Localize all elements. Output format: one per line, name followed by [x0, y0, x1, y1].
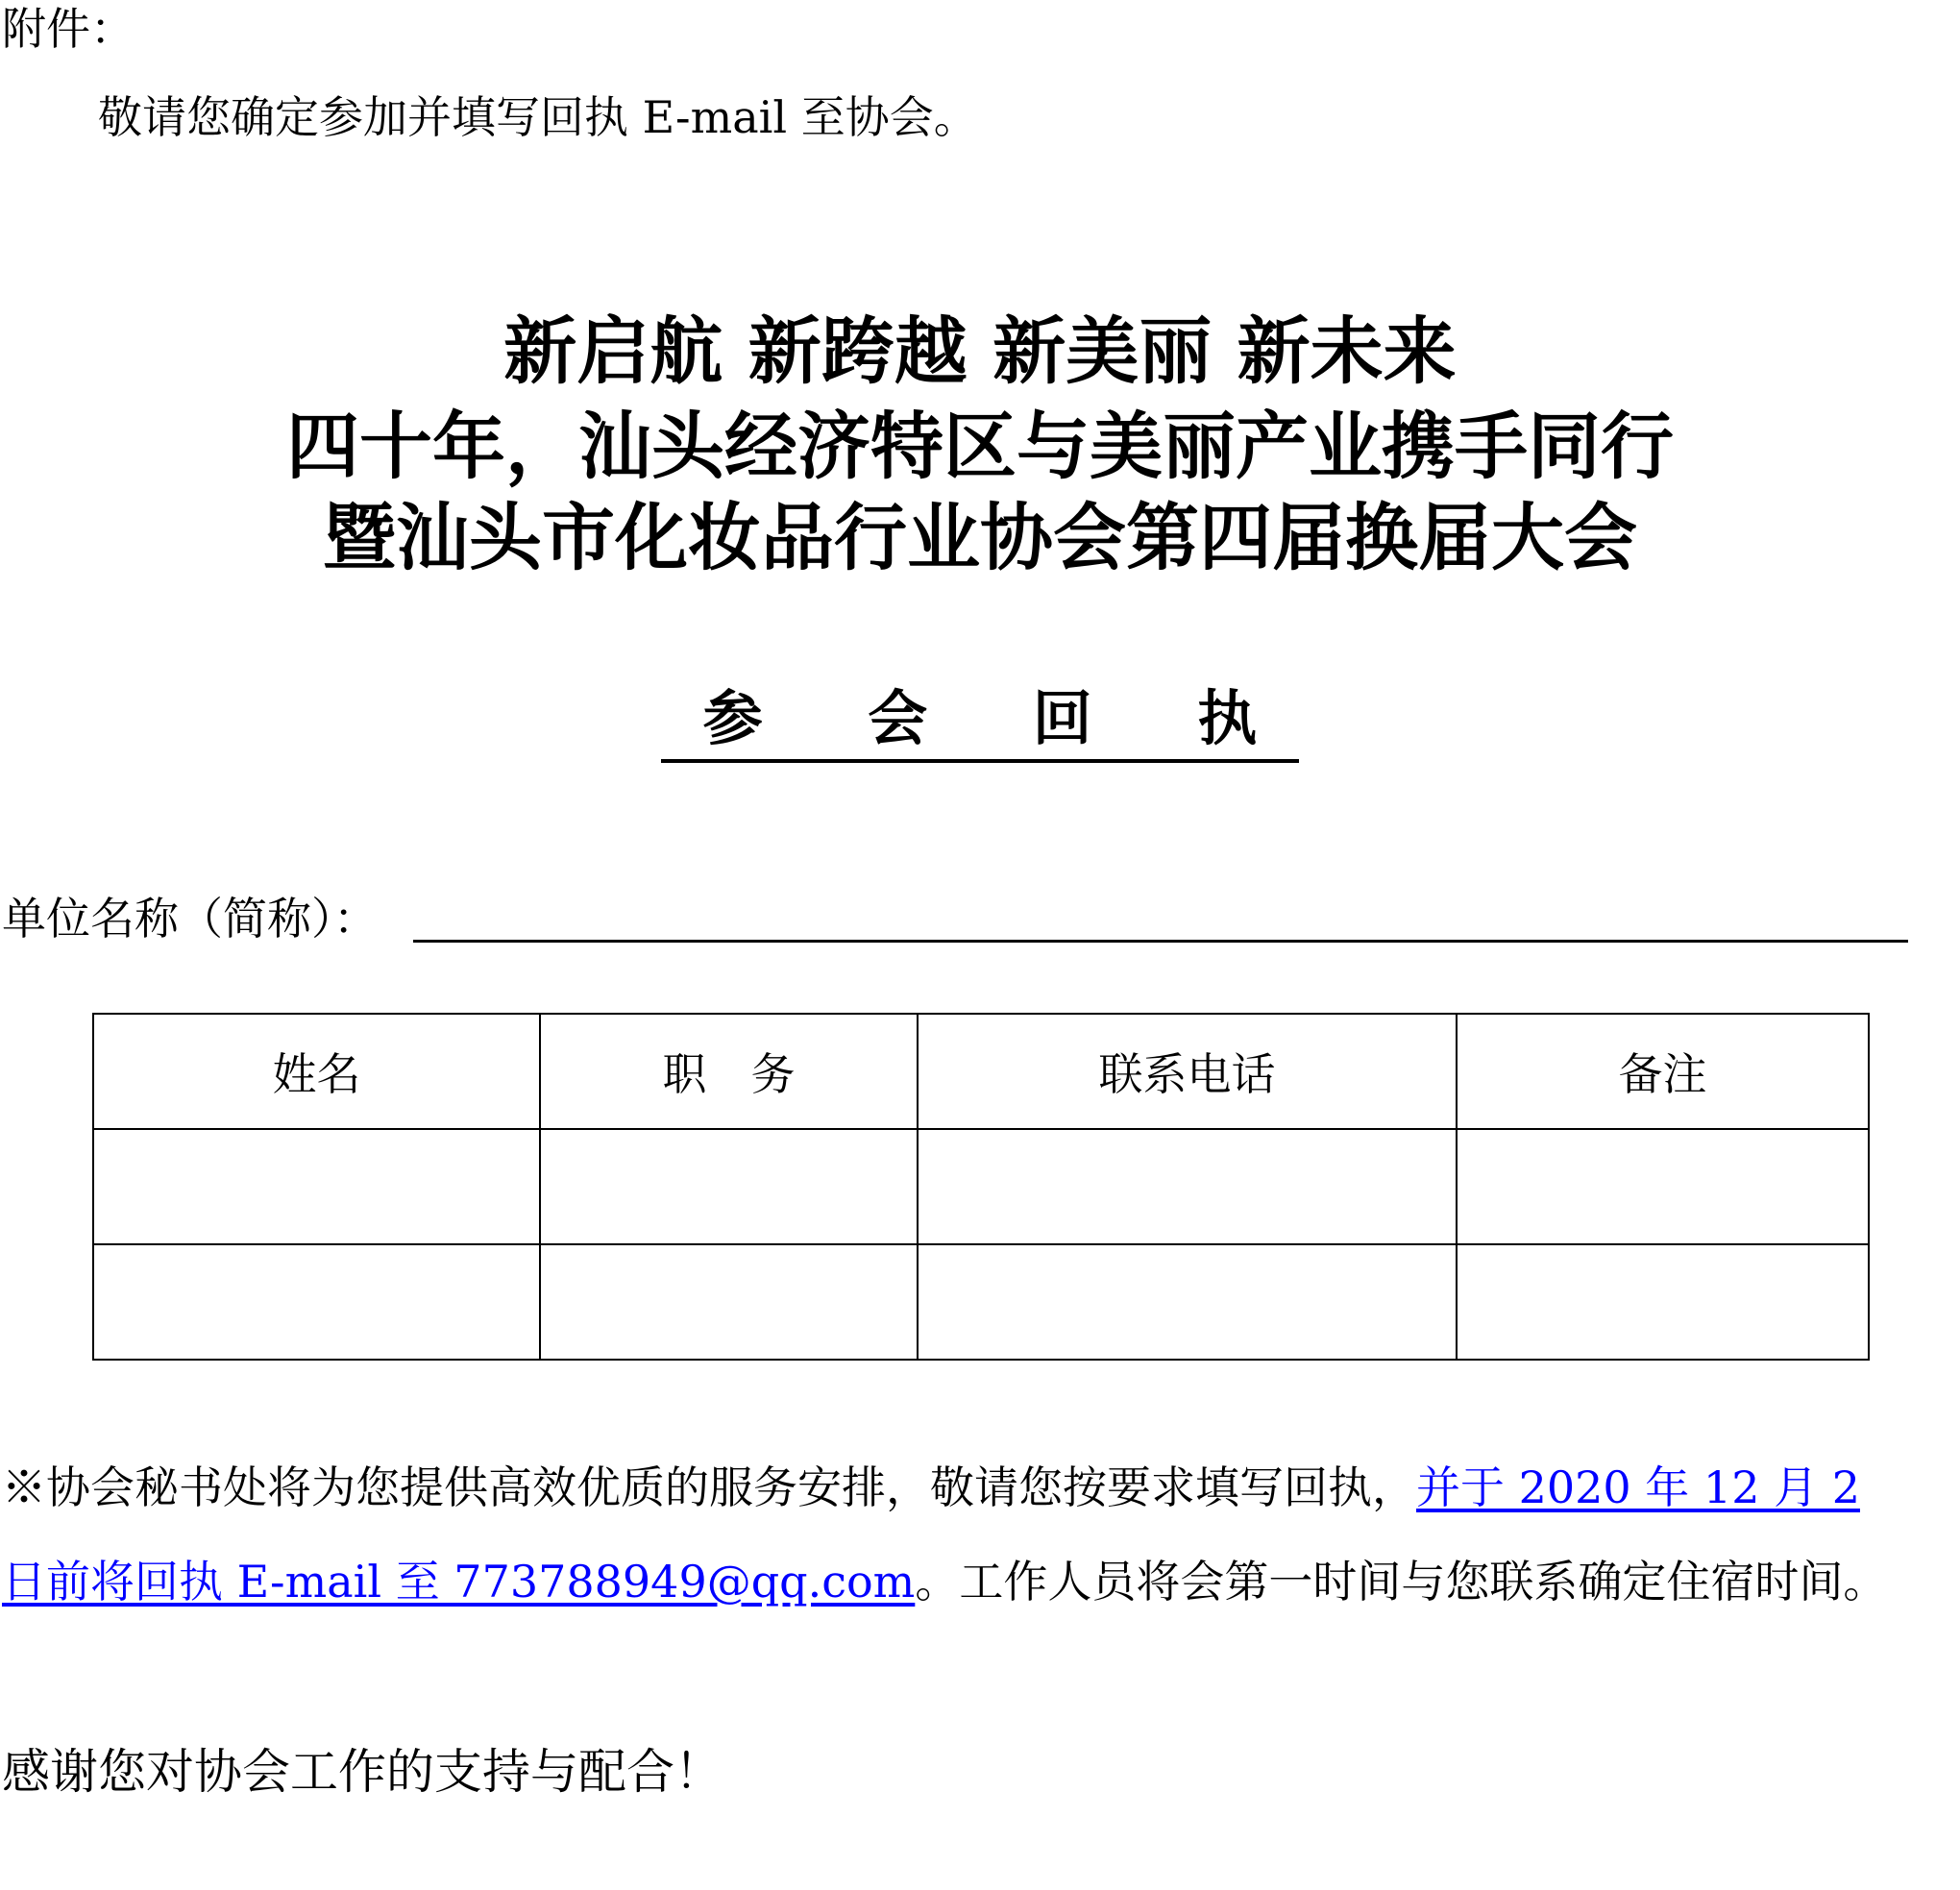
note-line-2 [2, 1555, 1887, 1608]
table-cell-position[interactable] [540, 1244, 918, 1360]
table-cell-remarks[interactable] [1457, 1244, 1869, 1360]
deadline-link-1[interactable]: 并于 2020 年 12 月 2 [1416, 1461, 1860, 1513]
table-row [93, 1129, 1869, 1244]
table-header-row [93, 1014, 1869, 1129]
table-cell-position[interactable] [540, 1129, 918, 1244]
title-line-3: 暨汕头市化妆品行业协会第四届换届大会 [323, 495, 1637, 580]
org-name-field[interactable] [413, 940, 1908, 943]
header-name: 姓名 [93, 1014, 540, 1129]
table-cell-name[interactable] [93, 1244, 540, 1360]
form-heading-text: 参 会 回 执 [661, 680, 1300, 763]
email-link[interactable]: 日前将回执 E-mail 至 773788949@qq.com [2, 1556, 916, 1608]
reply-table [92, 1013, 1870, 1361]
title-line-2: 四十年，汕头经济特区与美丽产业携手同行 [286, 404, 1674, 489]
thanks-text: 感谢您对协会工作的支持与配合！ [2, 1744, 723, 1800]
title-line-1: 新启航 新跨越 新美丽 新未来 [503, 308, 1457, 394]
table-cell-remarks[interactable] [1457, 1129, 1869, 1244]
attachment-label: 附件： [2, 3, 135, 55]
header-remarks: 备注 [1457, 1014, 1869, 1129]
form-heading [0, 680, 1960, 763]
table-row [93, 1244, 1869, 1360]
intro-text: 敬请您确定参加并填写回执 E-mail 至协会。 [98, 91, 978, 143]
note-text-2: 。工作人员将会第一时间与您联系确定住宿时间。 [915, 1556, 1888, 1608]
header-position: 职 务 [540, 1014, 918, 1129]
header-phone: 联系电话 [918, 1014, 1457, 1129]
table-cell-name[interactable] [93, 1129, 540, 1244]
note-line-1 [2, 1460, 1860, 1514]
note-text-1: ※协会秘书处将为您提供高效优质的服务安排，敬请您按要求填写回执， [2, 1461, 1416, 1513]
table-cell-phone[interactable] [918, 1129, 1457, 1244]
org-name-label: 单位名称（简称）： [2, 893, 378, 945]
table-cell-phone[interactable] [918, 1244, 1457, 1360]
